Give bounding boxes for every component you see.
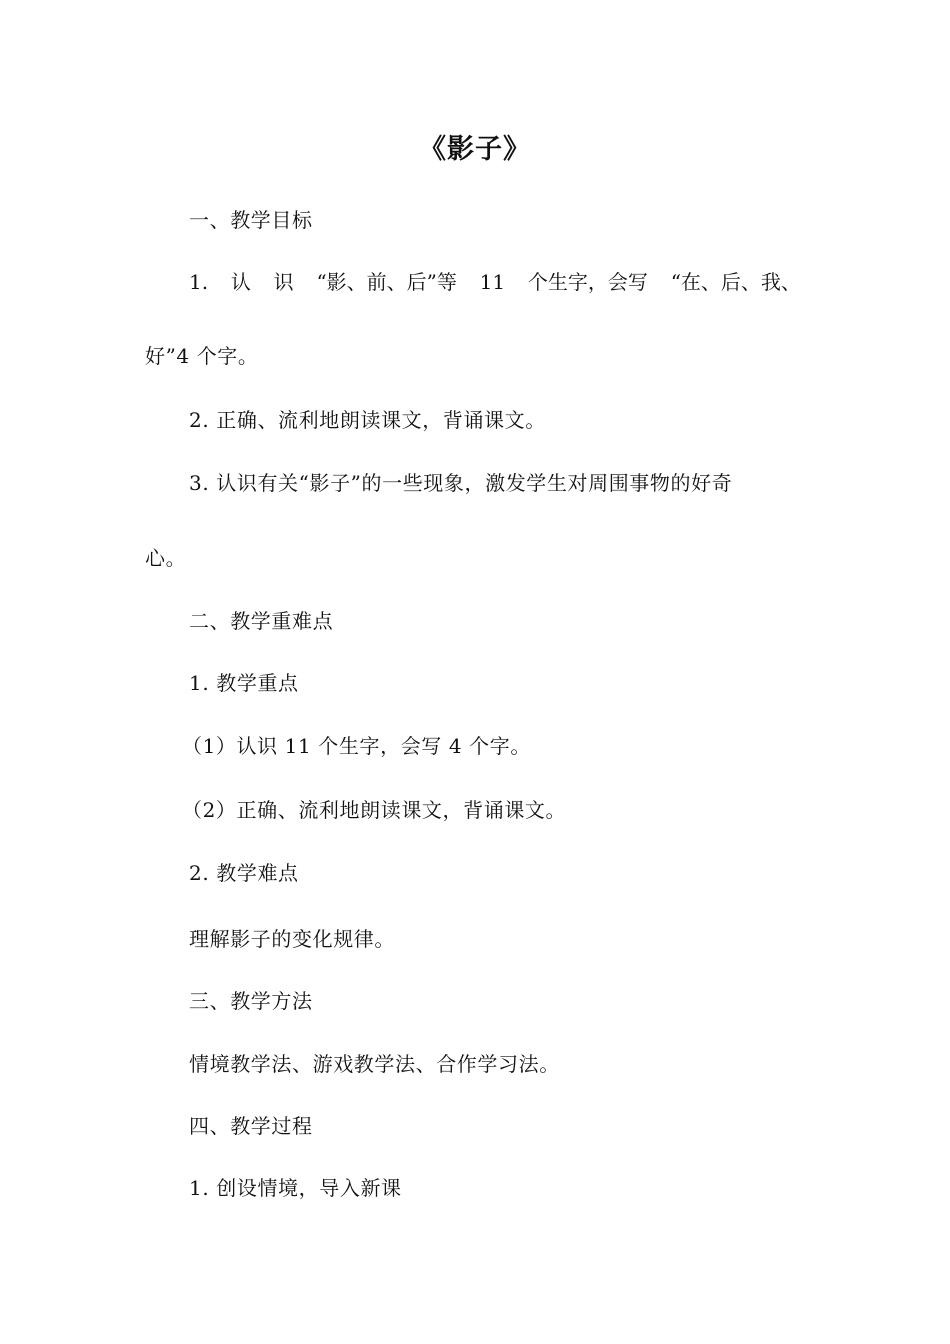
section-heading-objectives: 一、教学目标 [189,208,313,232]
subheading-key-focus: 1. 教学重点 [189,671,299,695]
objective-1-seg-7: “在、后、我、 [670,270,801,294]
objective-1-seg-2: 认 [230,270,251,294]
objective-1-seg-3: 识 [273,270,294,294]
objective-2: 2. 正确、流利地朗读课文，背诵课文。 [189,408,546,432]
objective-1-seg-4: “影、前、后”等 [316,270,457,294]
objective-1-seg-5: 11 [479,270,506,294]
difficulty-text: 理解影子的变化规律。 [189,927,395,951]
key-focus-item-2: （2）正确、流利地朗读课文，背诵课文。 [182,798,567,822]
objective-1-line-2: 好”4 个字。 [145,344,259,368]
process-step-1: 1. 创设情境，导入新课 [189,1176,402,1200]
objective-3-line-1: 3. 认识有关“影子”的一些现象，激发学生对周围事物的好奇 [189,471,733,495]
objective-1-seg-1: 1. [189,270,209,294]
section-heading-key-points: 二、教学重难点 [189,609,334,633]
objective-1-seg-6: 个生字，会写 [527,270,648,294]
subheading-difficulty: 2. 教学难点 [189,861,299,885]
section-heading-methods: 三、教学方法 [189,989,313,1013]
key-focus-item-1: （1）认识 11 个生字，会写 4 个字。 [182,734,531,758]
document-title: 《影子》 [419,134,531,165]
methods-text: 情境教学法、游戏教学法、合作学习法。 [189,1052,560,1076]
objective-1-line-1 [189,268,801,296]
objective-3-line-2: 心。 [145,546,187,570]
section-heading-process: 四、教学过程 [189,1114,313,1138]
